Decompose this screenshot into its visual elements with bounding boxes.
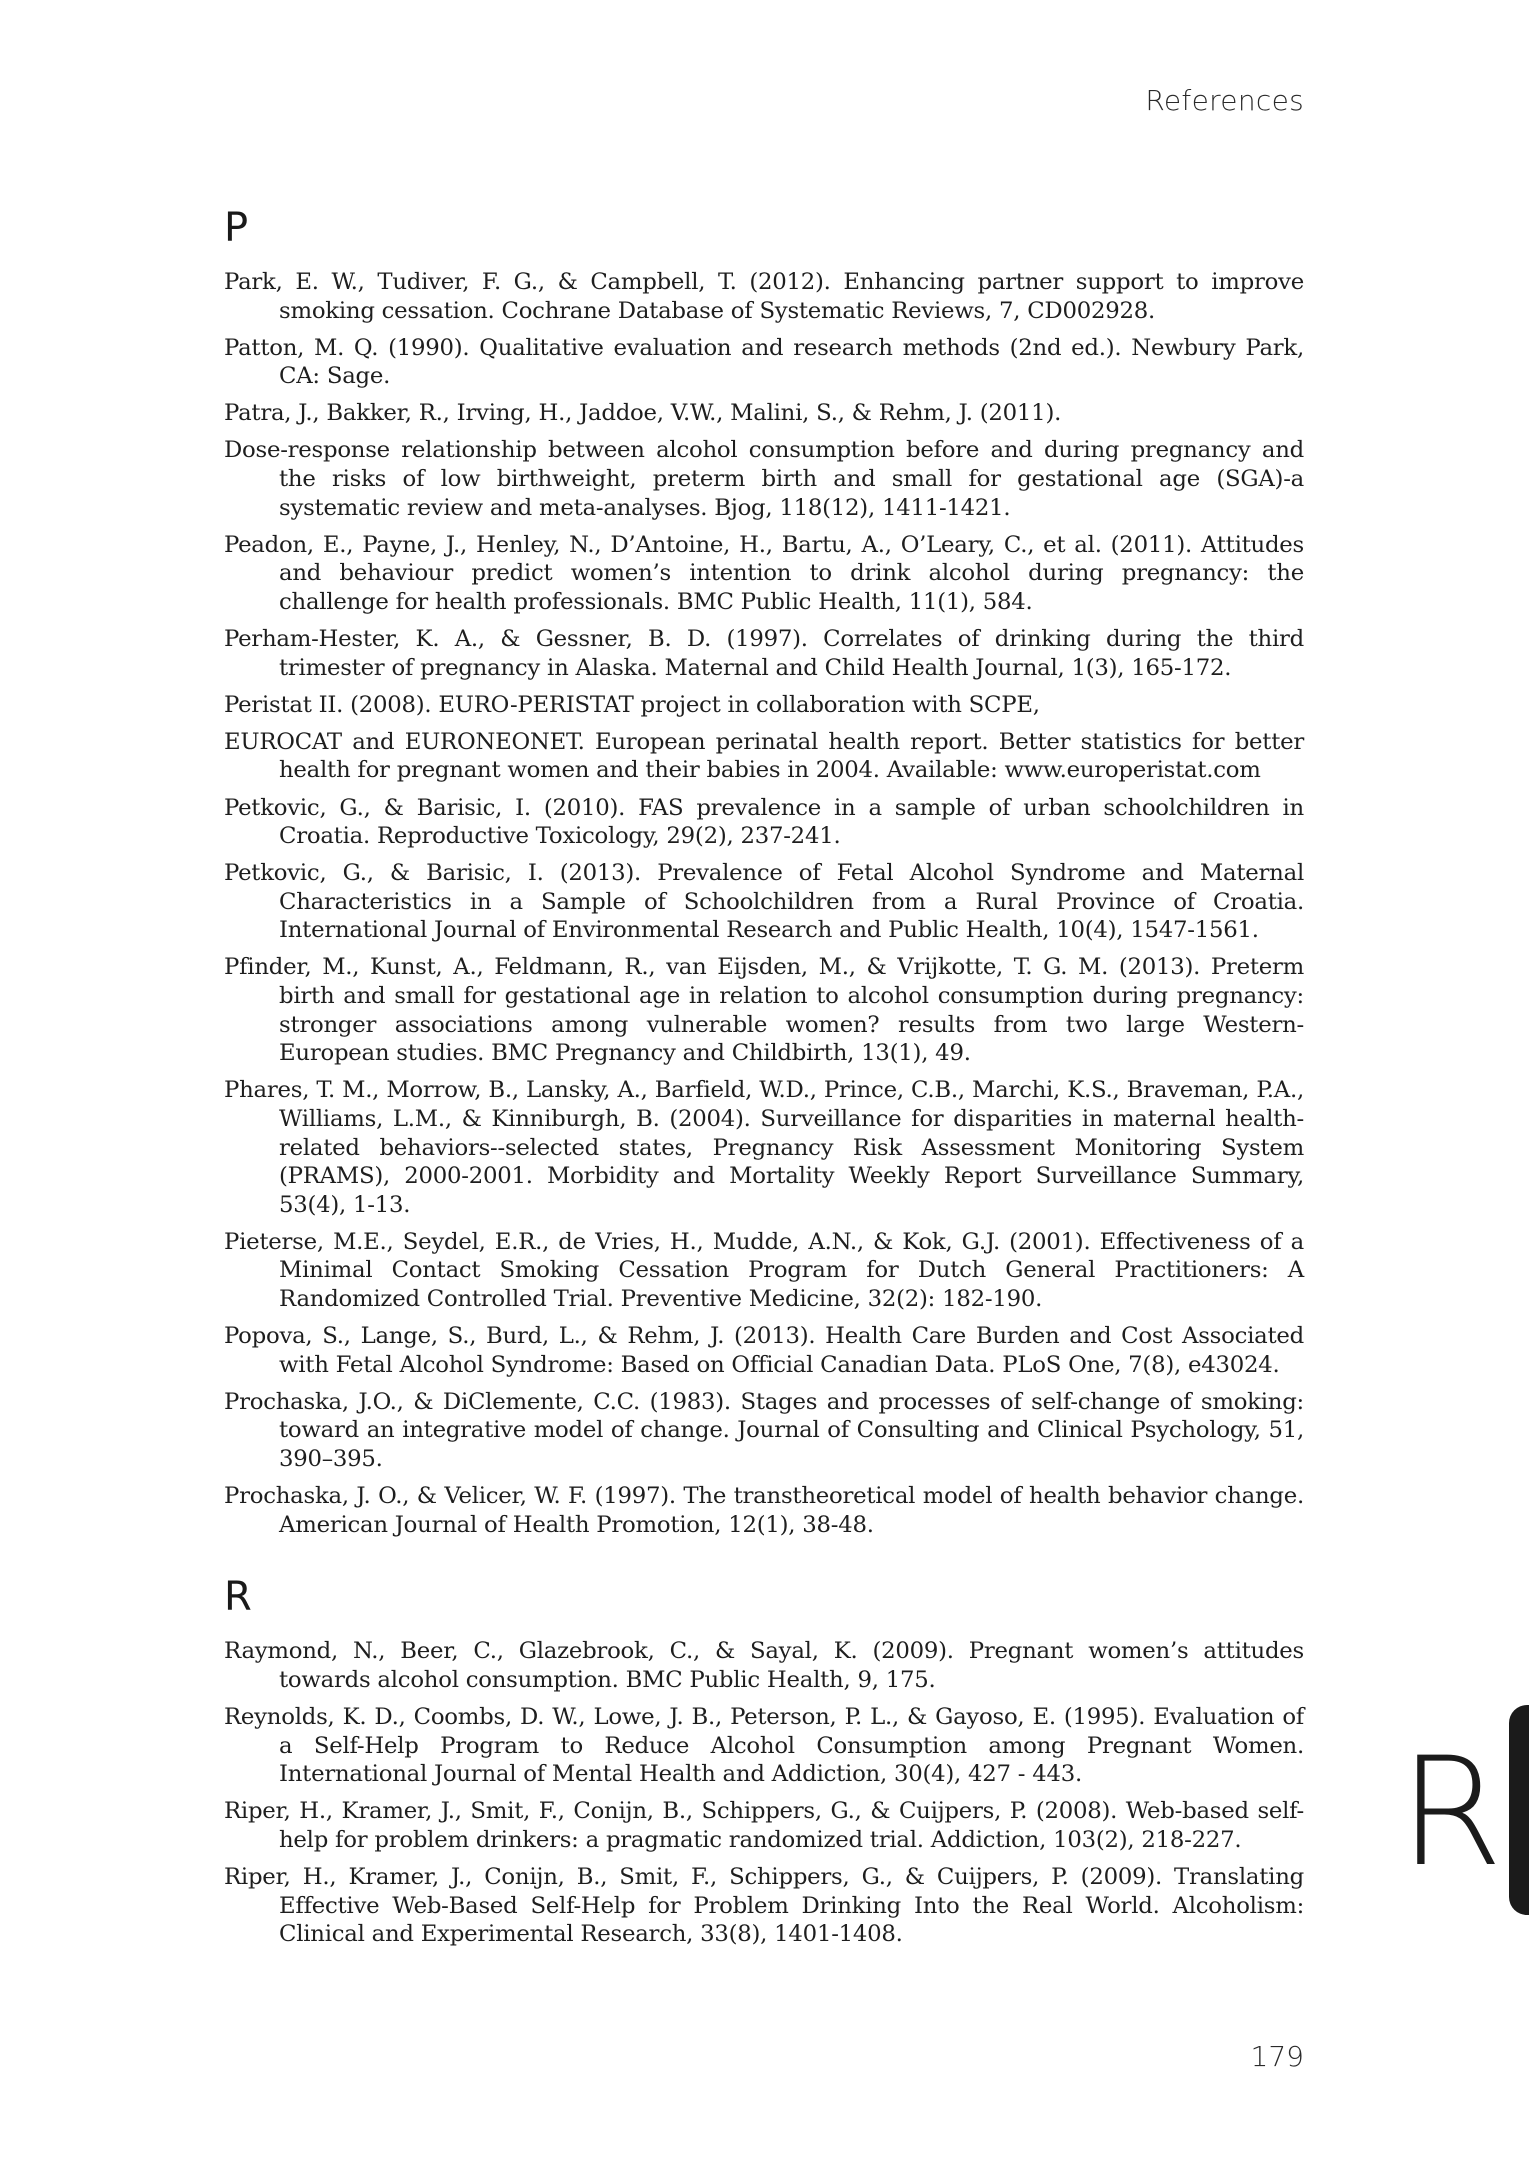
reference-entry: Riper, H., Kramer, J., Smit, F., Conijn, B., Schippers, G., & Cuijpers, P. (2008). Web-based self-help for problem drinkers: a pragmatic randomized trial. Addiction, 103(2), 218-227. xyxy=(224,1798,1304,1853)
page-number: 179 xyxy=(1250,2040,1304,2073)
running-title: References xyxy=(1145,84,1304,117)
reference-entry: Riper, H., Kramer, J., Conijn, B., Smit, F., Schippers, G., & Cuijpers, P. (2009). Translating Effective Web-Based Self-Help for Problem Drinking Into the Real World. Alcoholism: Clinical and Experimental Research, 33(8), 1401-1408. xyxy=(224,1863,1304,1948)
reference-entry: Prochaska, J. O., & Velicer, W. F. (1997). The transtheoretical model of health behavior change. American Journal of Health Promotion, 12(1), 38-48. xyxy=(224,1483,1304,1538)
reference-entry: Popova, S., Lange, S., Burd, L., & Rehm, J. (2013). Health Care Burden and Cost Associated with Fetal Alcohol Syndrome: Based on Official Canadian Data. PLoS One, 7(8), e43024. xyxy=(224,1323,1304,1378)
reference-entry: Pieterse, M.E., Seydel, E.R., de Vries, H., Mudde, A.N., & Kok, G.J. (2001). Effectiveness of a Minimal Contact Smoking Cessation Program for Dutch General Practitioners: A Randomized Controlled Trial. Preventive Medicine, 32(2): 182-190. xyxy=(224,1228,1304,1312)
reference-entry: Raymond, N., Beer, C., Glazebrook, C., & Sayal, K. (2009). Pregnant women’s attitudes towards alcohol consumption. BMC Public Health, 9, 175. xyxy=(224,1638,1304,1693)
reference-entry: Dose-response relationship between alcohol consumption before and during pregnancy and the risks of low birthweight, preterm birth and small for gestational age (SGA)-a systematic review and meta-analyses. Bjog, 118(12), 1411-1421. xyxy=(224,437,1304,521)
reference-entry: Pfinder, M., Kunst, A., Feldmann, R., van Eijsden, M., & Vrijkotte, T. G. M. (2013). Preterm birth and small for gestational age in relation to alcohol consumption during pregnancy: stronger associations among vulnerable women? results from two large Western-European studies. BMC Pregnancy and Childbirth, 13(1), 49. xyxy=(224,954,1304,1067)
section-heading-r: R xyxy=(224,1574,252,1621)
thumb-index-tab xyxy=(1509,1705,1529,1915)
reference-entry: Perham-Hester, K. A., & Gessner, B. D. (1997). Correlates of drinking during the third trimester of pregnancy in Alaska. Maternal and Child Health Journal, 1(3), 165-172. xyxy=(224,626,1304,681)
section-heading-p: P xyxy=(224,205,249,251)
reference-entry: Patton, M. Q. (1990). Qualitative evaluation and research methods (2nd ed.). Newbury Park, CA: Sage. xyxy=(224,334,1304,390)
reference-entry: Petkovic, G., & Barisic, I. (2010). FAS prevalence in a sample of urban schoolchildren in Croatia. Reproductive Toxicology, 29(2), 237-241. xyxy=(224,794,1304,850)
reference-entry: Petkovic, G., & Barisic, I. (2013). Prevalence of Fetal Alcohol Syndrome and Maternal Characteristics in a Sample of Schoolchildren from a Rural Province of Croatia. International Journal of Environmental Research and Public Health, 10(4), 1547-1561. xyxy=(224,860,1304,944)
reference-entry: Park, E. W., Tudiver, F. G., & Campbell, T. (2012). Enhancing partner support to improve smoking cessation. Cochrane Database of Systematic Reviews, 7, CD002928. xyxy=(224,269,1304,324)
reference-entry: Reynolds, K. D., Coombs, D. W., Lowe, J. B., Peterson, P. L., & Gayoso, E. (1995). Evaluation of a Self-Help Program to Reduce Alcohol Consumption among Pregnant Women. International Journal of Mental Health and Addiction, 30(4), 427 - 443. xyxy=(224,1703,1304,1788)
reference-entry: Patra, J., Bakker, R., Irving, H., Jaddoe, V.W., Malini, S., & Rehm, J. (2011). xyxy=(224,400,1062,427)
reference-entry: Prochaska, J.O., & DiClemente, C.C. (1983). Stages and processes of self-change of smoking: toward an integrative model of change. Journal of Consulting and Clinical Psychology, 51, 390–395. xyxy=(224,1388,1304,1472)
reference-entry: EUROCAT and EURONEONET. European perinatal health report. Better statistics for better health for pregnant women and their babies in 2004. Available: www.europeristat.com xyxy=(224,728,1304,784)
reference-list xyxy=(224,204,1304,1957)
reference-entry: Phares, T. M., Morrow, B., Lansky, A., Barfield, W.D., Prince, C.B., Marchi, K.S., Braveman, P.A., Williams, L.M., & Kinniburgh, B. (2004). Surveillance for disparities in maternal health-related behaviors--selected states, Pregnancy Risk Assessment Monitoring System (PRAMS), 2000-2001. Morbidity and Mortality Weekly Report Surveillance Summary, 53(4), 1-13. xyxy=(224,1077,1304,1218)
reference-entry: Peristat II. (2008). EURO-PERISTAT project in collaboration with SCPE, xyxy=(224,691,1040,718)
reference-entry: Peadon, E., Payne, J., Henley, N., D’Antoine, H., Bartu, A., O’Leary, C., et al. (2011). Attitudes and behaviour predict women’s intention to drink alcohol during pregnancy: the challenge for health professionals. BMC Public Health, 11(1), 584. xyxy=(224,531,1304,615)
thumb-index-letter: R xyxy=(1398,1726,1503,1900)
